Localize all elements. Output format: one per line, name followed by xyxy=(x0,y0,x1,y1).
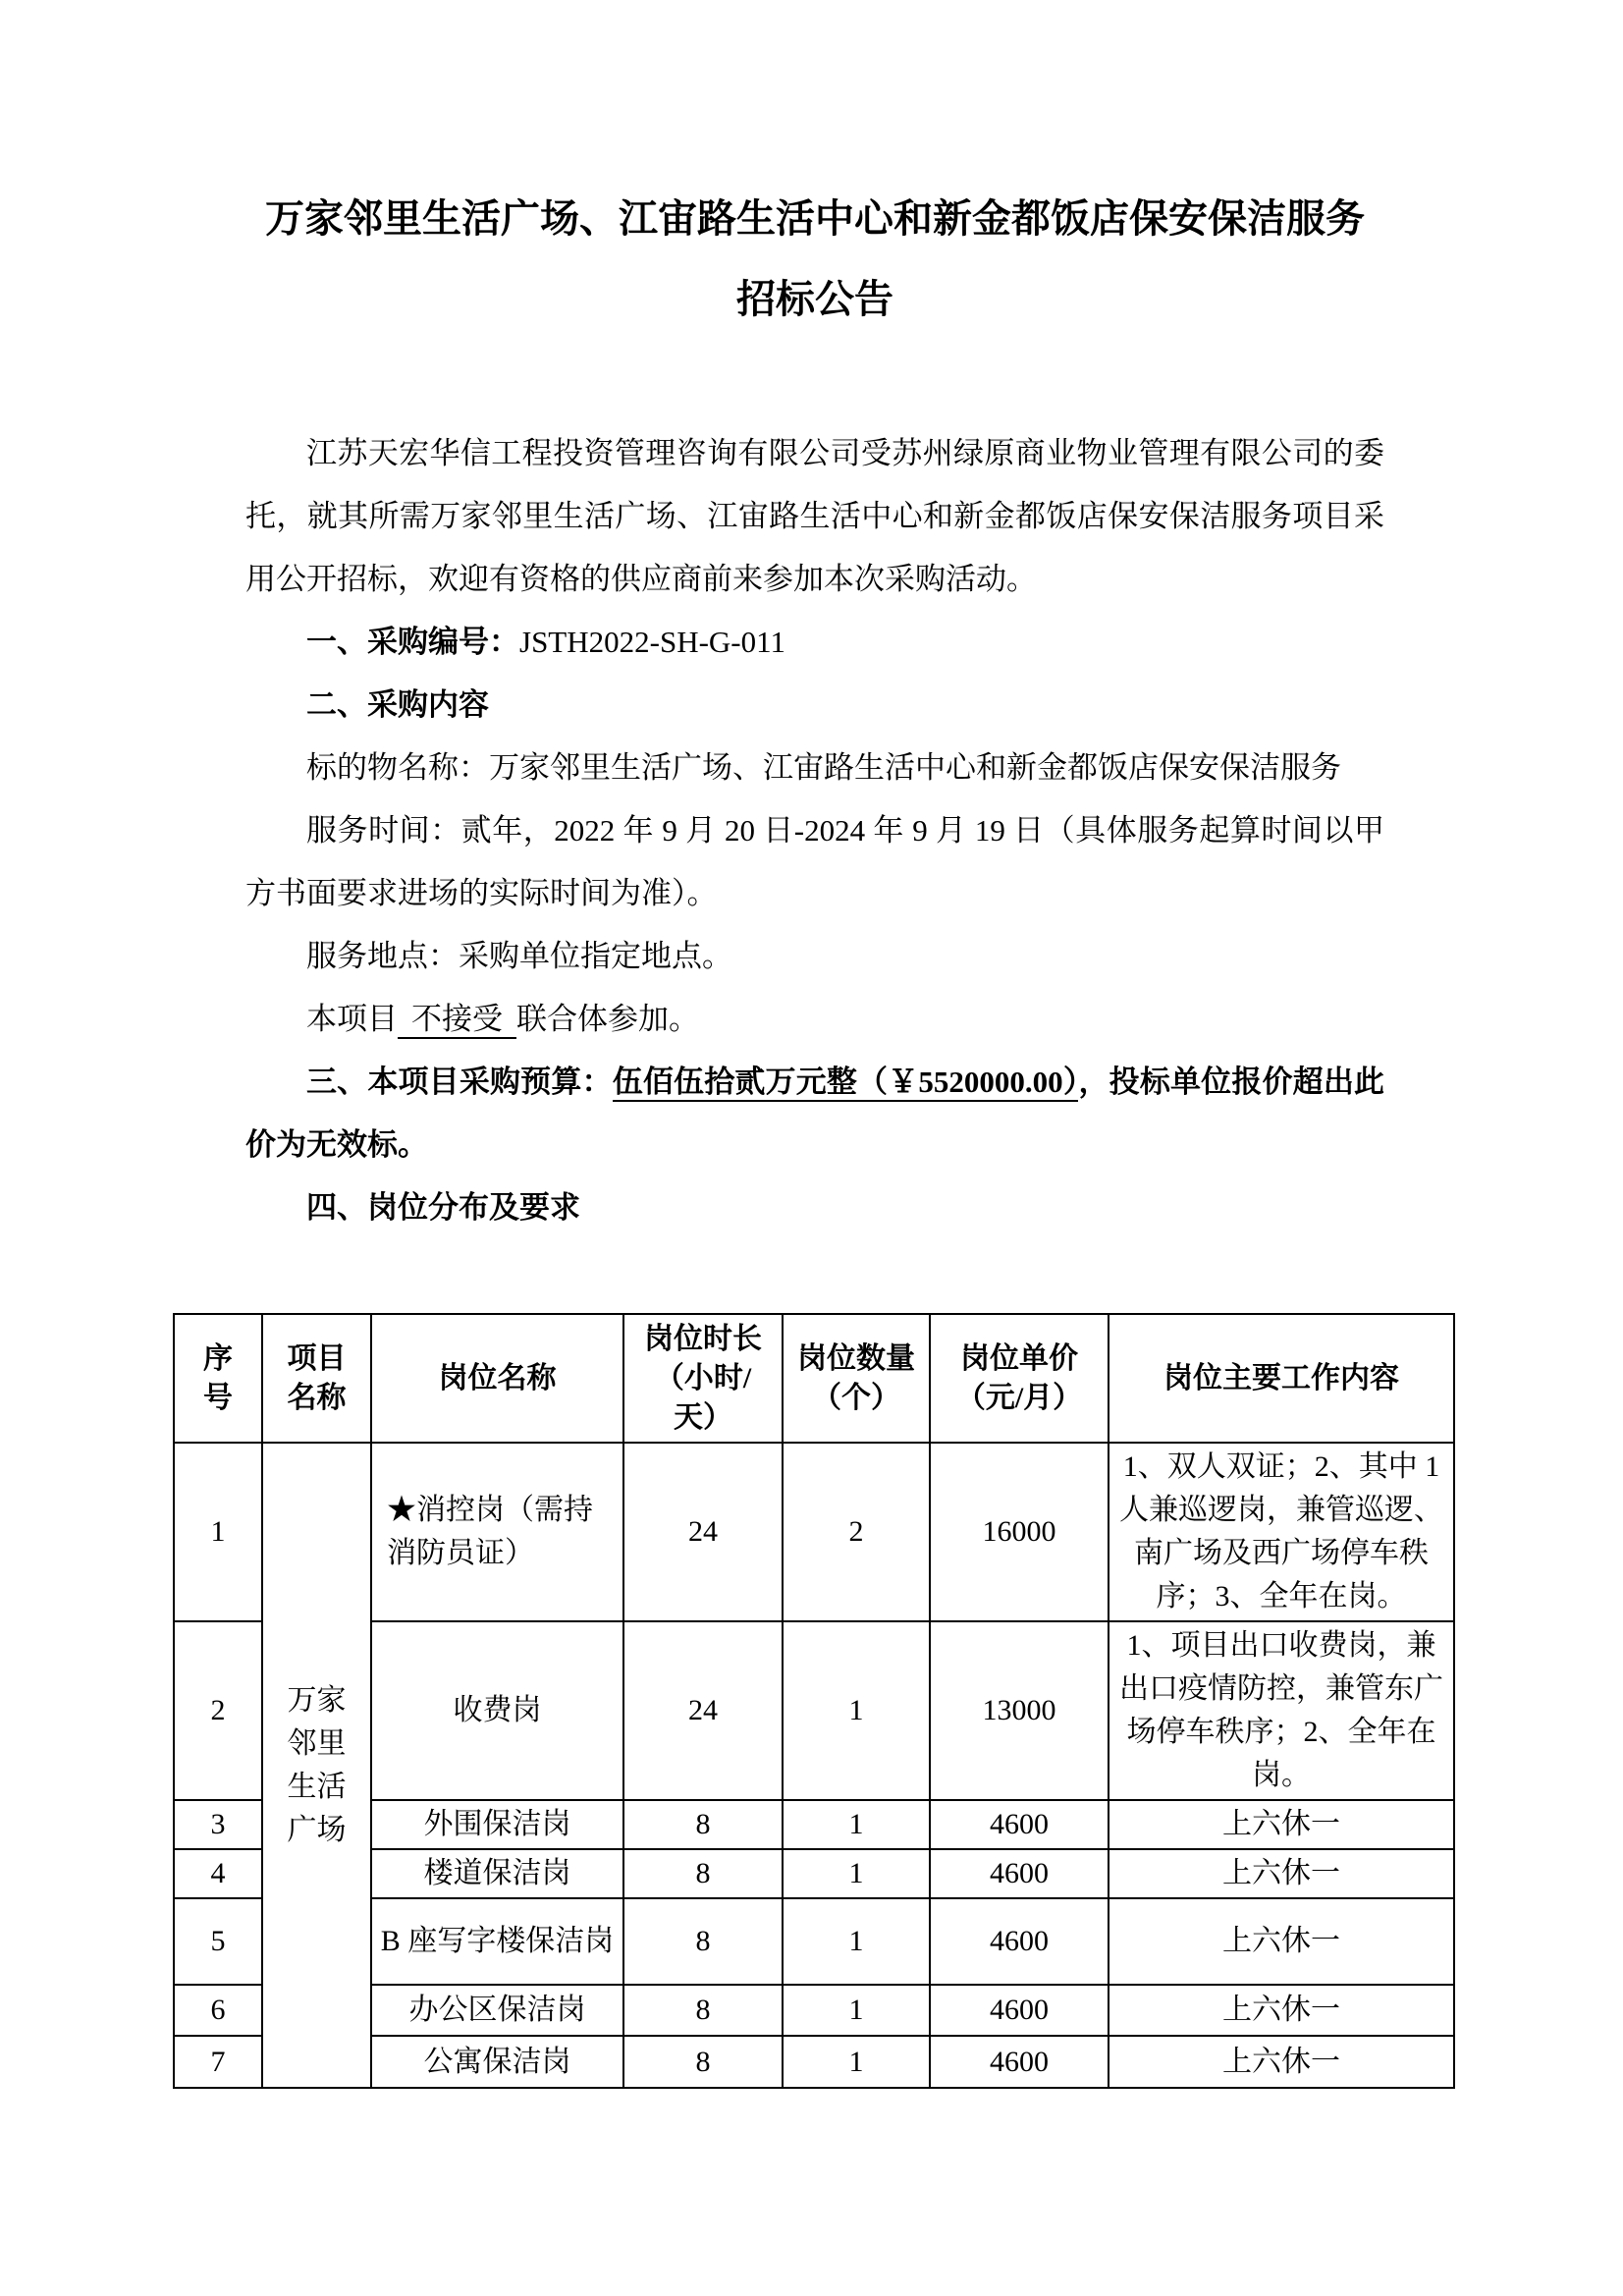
post-quantity-cell: 2 xyxy=(783,1443,930,1621)
purchase-number-line xyxy=(245,611,1384,674)
post-duties-cell: 1、项目出口收费岗，兼出口疫情防控，兼管东广场停车秩序；2、全年在岗。 xyxy=(1109,1621,1454,1800)
post-name-cell: 楼道保洁岗 xyxy=(371,1849,623,1898)
header-post-name: 岗位名称 xyxy=(371,1314,623,1443)
joint-bid-before: 本项目 xyxy=(306,1002,398,1036)
budget-amount: 伍佰伍拾贰万元整（￥5520000.00） xyxy=(613,1065,1079,1102)
post-name-cell: ★消控岗（需持消防员证） xyxy=(371,1443,623,1621)
serial-number-cell: 7 xyxy=(174,2036,262,2088)
post-hours-cell: 8 xyxy=(623,1985,783,2036)
post-name-cell: B 座写字楼保洁岗 xyxy=(371,1898,623,1985)
table-row xyxy=(174,1443,1454,1621)
post-duties-cell: 上六休一 xyxy=(1109,1849,1454,1898)
header-post-duties: 岗位主要工作内容 xyxy=(1109,1314,1454,1443)
serial-number-cell: 4 xyxy=(174,1849,262,1898)
post-price-cell: 16000 xyxy=(930,1443,1109,1621)
joint-bid-after: 联合体参加。 xyxy=(516,1002,699,1036)
purchase-content-heading: 二、采购内容 xyxy=(306,687,489,722)
subject-name-paragraph: 标的物名称：万家邻里生活广场、江宙路生活中心和新金都饭店保安保洁服务 xyxy=(306,750,1341,785)
positions-table xyxy=(173,1313,1455,2089)
post-hours-cell: 24 xyxy=(623,1443,783,1621)
post-quantity-cell: 1 xyxy=(783,2036,930,2088)
post-name-cell: 外围保洁岗 xyxy=(371,1800,623,1849)
post-name-cell: 收费岗 xyxy=(371,1621,623,1800)
joint-bid-paragraph xyxy=(245,988,1384,1051)
post-price-cell: 4600 xyxy=(930,1898,1109,1985)
post-hours-cell: 8 xyxy=(623,1898,783,1985)
serial-number-cell: 3 xyxy=(174,1800,262,1849)
post-quantity-cell: 1 xyxy=(783,1621,930,1800)
header-post-quantity: 岗位数量（个） xyxy=(783,1314,930,1443)
budget-after: ，投标单位报价超出此价为无效标。 xyxy=(245,1065,1385,1162)
post-duties-cell: 上六休一 xyxy=(1109,1800,1454,1849)
service-time-paragraph: 服务时间：贰年，2022 年 9 月 20 日-2024 年 9 月 19 日（具体服务起算时间以甲方书面要求进场的实际时间为准）。 xyxy=(245,813,1384,910)
document-title-line2: 招标公告 xyxy=(736,277,893,321)
post-hours-cell: 8 xyxy=(623,1800,783,1849)
post-duties-cell: 上六休一 xyxy=(1109,1898,1454,1985)
post-hours-cell: 8 xyxy=(623,1849,783,1898)
header-project-name: 项目名称 xyxy=(262,1314,371,1443)
header-post-price: 岗位单价（元/月） xyxy=(930,1314,1109,1443)
post-duties-cell: 1、双人双证；2、其中 1 人兼巡逻岗，兼管巡逻、南广场及西广场停车秩序；3、全年在岗。 xyxy=(1109,1443,1454,1621)
post-duties-cell: 上六休一 xyxy=(1109,1985,1454,2036)
post-quantity-cell: 1 xyxy=(783,1898,930,1985)
service-place-paragraph: 服务地点：采购单位指定地点。 xyxy=(306,939,732,973)
project-name-cell: 万家邻里生活广场 xyxy=(262,1443,371,2088)
post-price-cell: 4600 xyxy=(930,1849,1109,1898)
document-title-line1: 万家邻里生活广场、江宙路生活中心和新金都饭店保安保洁服务 xyxy=(265,196,1365,241)
serial-number-cell: 5 xyxy=(174,1898,262,1985)
post-name-cell: 公寓保洁岗 xyxy=(371,2036,623,2088)
positions-table-heading: 四、岗位分布及要求 xyxy=(306,1190,580,1225)
purchase-number-label: 一、采购编号： xyxy=(306,625,519,659)
document-content xyxy=(245,0,1384,1239)
header-serial-number: 序号 xyxy=(174,1314,262,1443)
serial-number-cell: 2 xyxy=(174,1621,262,1800)
post-price-cell: 4600 xyxy=(930,1800,1109,1849)
table-header-row xyxy=(174,1314,1454,1443)
budget-label: 三、本项目采购预算： xyxy=(306,1065,613,1099)
post-duties-cell: 上六休一 xyxy=(1109,2036,1454,2088)
budget-paragraph xyxy=(245,1051,1384,1176)
serial-number-cell: 6 xyxy=(174,1985,262,2036)
purchase-number-value: JSTH2022-SH-G-011 xyxy=(519,625,785,659)
intro-paragraph: 江苏天宏华信工程投资管理咨询有限公司受苏州绿原商业物业管理有限公司的委托，就其所需万家邻里生活广场、江宙路生活中心和新金都饭店保安保洁服务项目采用公开招标，欢迎有资格的供应商前来参加本次采购活动。 xyxy=(245,436,1384,596)
post-name-cell: 办公区保洁岗 xyxy=(371,1985,623,2036)
post-quantity-cell: 1 xyxy=(783,1849,930,1898)
post-hours-cell: 8 xyxy=(623,2036,783,2088)
post-hours-cell: 24 xyxy=(623,1621,783,1800)
post-price-cell: 4600 xyxy=(930,1985,1109,2036)
serial-number-cell: 1 xyxy=(174,1443,262,1621)
post-price-cell: 13000 xyxy=(930,1621,1109,1800)
header-post-hours: 岗位时长（小时/天） xyxy=(623,1314,783,1443)
joint-bid-not-accepted: 不接受 xyxy=(398,1002,516,1039)
post-quantity-cell: 1 xyxy=(783,1985,930,2036)
post-quantity-cell: 1 xyxy=(783,1800,930,1849)
post-price-cell: 4600 xyxy=(930,2036,1109,2088)
